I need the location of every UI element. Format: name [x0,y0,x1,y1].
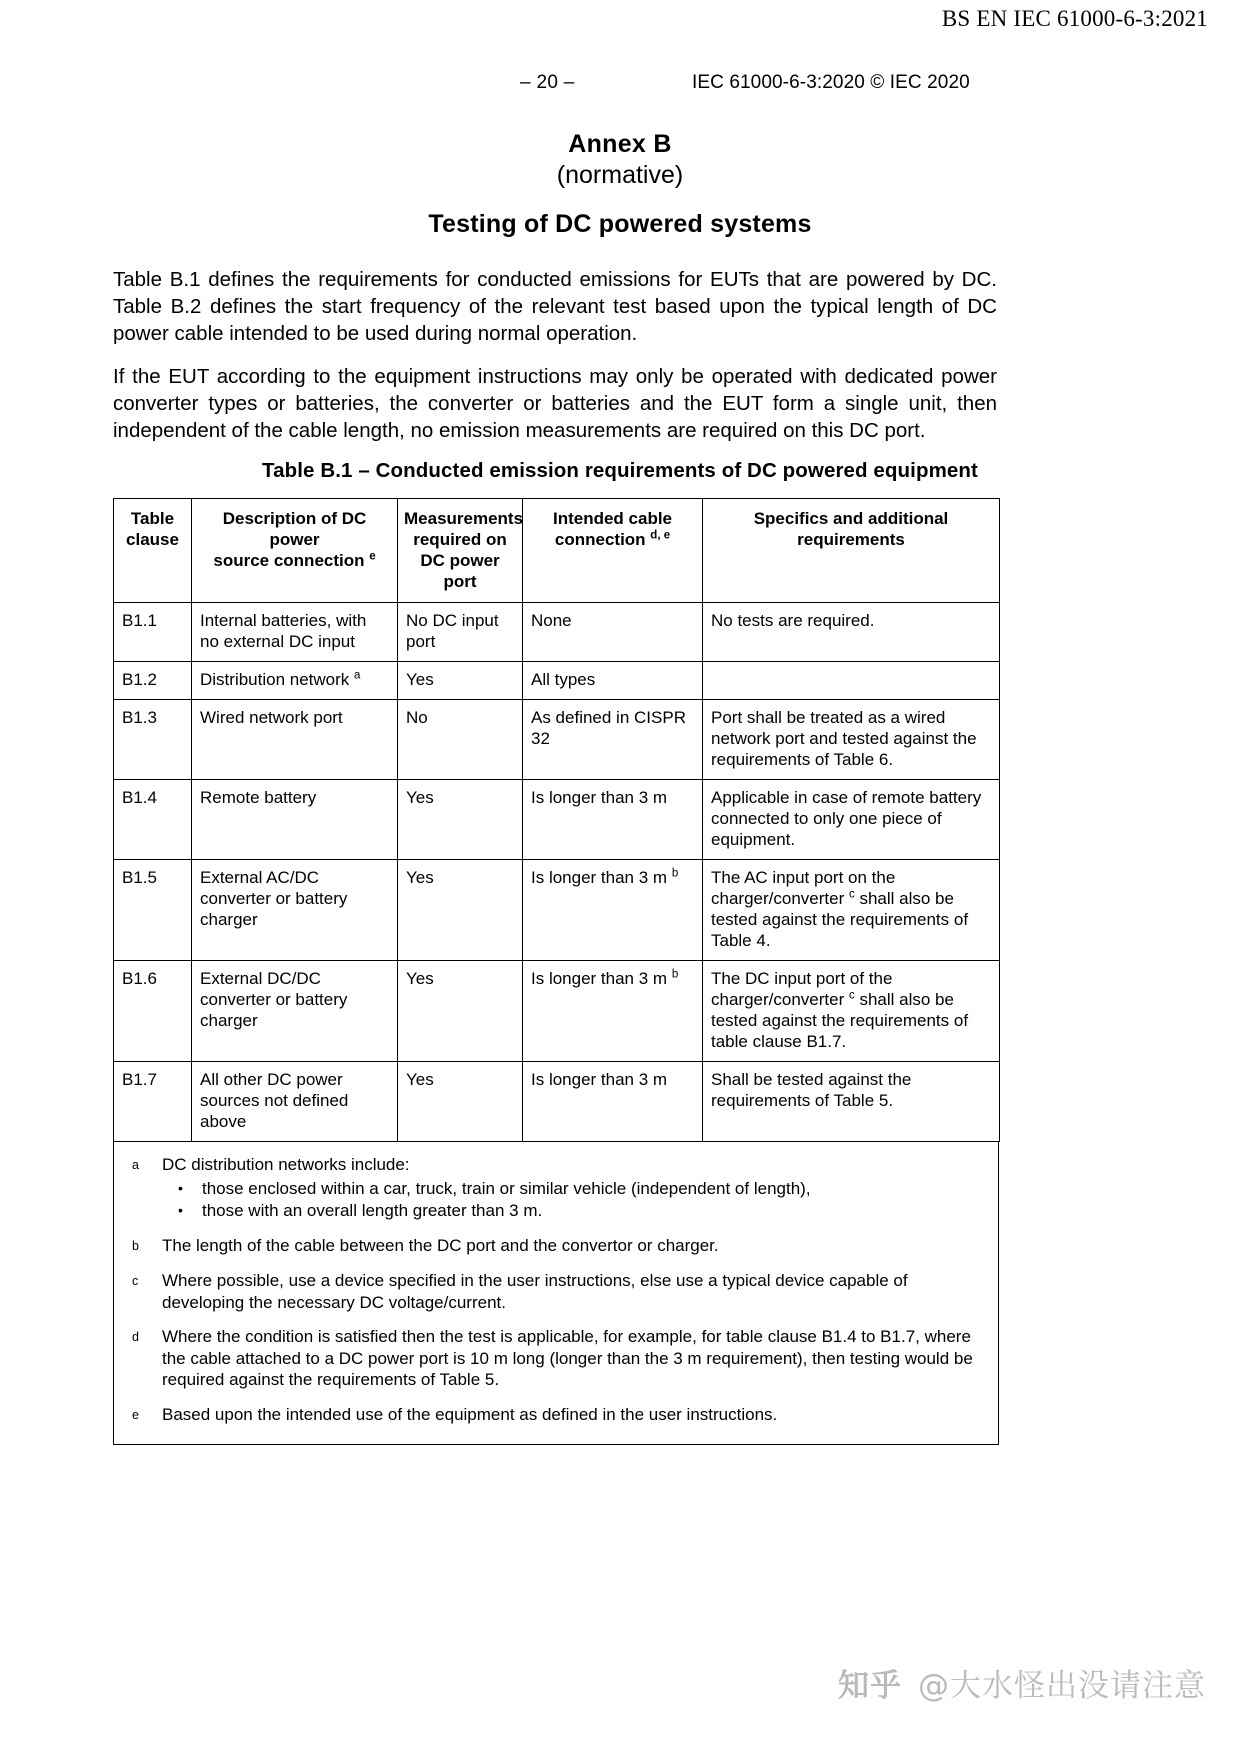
table-footnotes [113,1142,999,1445]
footnote-body [162,1154,984,1222]
zhihu-logo: 知乎 [838,1668,902,1704]
footnote-e [128,1404,984,1427]
cell-specifics [703,860,1000,961]
copyright-notice: IEC 61000-6-3:2020 © IEC 2020 [692,72,970,93]
cell-cable [523,1062,703,1142]
cell-description [192,662,398,700]
annex-subtitle: (normative) [556,161,684,189]
header-line-1: Specifics and additional [753,509,949,528]
cell-measurements: No DC input port [398,603,523,662]
cell-text: All types [531,670,596,689]
cell-specifics: Applicable in case of remote battery connected to only one piece of equipment. [703,780,1000,860]
cell-description [192,1062,398,1142]
footnote-text: The length of the cable between the DC port and the convertor or charger. [162,1235,719,1255]
header-line-2: requirements [797,530,905,549]
standard-reference-header: BS EN IEC 61000-6-3:2021 [941,6,1208,31]
footnote-mark: d [132,1330,139,1344]
annex-heading: Testing of DC powered systems [428,210,812,238]
header-description [192,499,398,603]
cell-measurements: Yes [398,780,523,860]
cell-text: Is longer than 3 m [531,788,668,807]
cell-cable [523,961,703,1062]
cell-description [192,700,398,780]
footnote-mark: a [132,1158,139,1172]
cell-text: Is longer than 3 m [531,868,668,887]
cell-cable [523,780,703,860]
footnote-text: DC distribution networks include: [162,1155,410,1174]
cell-specifics [703,662,1000,700]
table-caption: Table B.1 – Conducted emission requirements of DC powered equipment [262,459,978,482]
table-row [114,860,1000,961]
cell-text: External AC/DC converter or battery charger [200,868,348,929]
cell-cable [523,700,703,780]
header-specifics [703,499,1000,603]
cell-description [192,780,398,860]
cell-text: As defined in CISPR 32 [531,708,686,748]
cell-text: Is longer than 3 m [531,1070,668,1089]
footnote-c [128,1270,984,1313]
table-b1 [113,498,1000,1142]
cell-description [192,961,398,1062]
cell-text: Internal batteries, with no external DC input [200,611,367,651]
footnote-mark: b [132,1238,139,1253]
footnote-mark: a [354,669,361,682]
cell-measurements: Yes [398,961,523,1062]
header-line-1: Intended cable [552,509,673,528]
watermark-handle: @大水怪出没请注意 [918,1668,1206,1704]
cell-clause: B1.4 [114,780,192,860]
footnote-mark: e [132,1407,139,1422]
cell-measurements: Yes [398,662,523,700]
cell-measurements: Yes [398,1062,523,1142]
table-row [114,780,1000,860]
cell-description [192,603,398,662]
footnote-d [128,1326,984,1391]
table-row [114,662,1000,700]
cell-measurements: No [398,700,523,780]
cell-description [192,860,398,961]
header-line-2: clause [126,530,179,549]
footnote-text: Where possible, use a device specified in the user instructions, else use a typical device capable of developing the necessary DC voltage/current. [162,1271,908,1312]
cell-text: Wired network port [200,708,343,727]
cell-text: Distribution network [200,670,350,689]
footnote-text: Based upon the intended use of the equipment as defined in the user instructions. [162,1404,778,1424]
cell-cable [523,603,703,662]
table-row [114,603,1000,662]
cell-specifics: No tests are required. [703,603,1000,662]
cell-cable [523,662,703,700]
watermark [0,1660,1240,1705]
cell-text: The DC input port of the charger/converter [711,969,893,1009]
cell-text: Is longer than 3 m [531,969,668,988]
footnote-b [128,1235,984,1258]
cell-clause: B1.5 [114,860,192,961]
page-number: – 20 – [520,72,575,93]
cell-specifics: Port shall be treated as a wired network port and tested against the requirements of Table 6. [703,700,1000,780]
intro-paragraph-1: Table B.1 defines the requirements for conducted emissions for EUTs that are powered by DC. Table B.2 defines the start frequency of the relevant test based upon the typical length of DC power cable intended to be used during normal operation. [113,268,997,345]
header-footnote-mark: e [369,550,376,563]
table-header-row [114,499,1000,603]
header-intended-cable [523,499,703,603]
header-line-1: Table [130,509,175,528]
cell-text: Remote battery [200,788,317,807]
header-table-clause [114,499,192,603]
cell-cable [523,860,703,961]
cell-clause: B1.6 [114,961,192,1062]
table-row [114,700,1000,780]
intro-paragraph-2: If the EUT according to the equipment instructions may only be operated with dedicated power converter types or batteries, the converter or batteries and the EUT form a single unit, then independent of the cable length, no emission measurements are required on this DC port. [113,365,997,442]
header-line-1: Measurements [404,509,524,528]
cell-specifics: Shall be tested against the requirements of Table 5. [703,1062,1000,1142]
footnote-bullet: • those enclosed within a car, truck, train or similar vehicle (independent of length), [162,1178,984,1200]
table-body [114,603,1000,1142]
table-row [114,1062,1000,1142]
header-line-2: connection [554,530,646,549]
cell-clause: B1.7 [114,1062,192,1142]
cell-text-cont: shall also be tested against the requirements of Table 4. [711,889,969,950]
cell-text: None [531,611,572,630]
footnote-mark: c [848,888,855,901]
table-b1-wrapper [113,498,999,1445]
header-line-2: source connection [213,551,365,570]
cell-specifics [703,961,1000,1062]
header-measurements [398,499,523,603]
cell-clause: B1.2 [114,662,192,700]
footnote-mark: c [132,1274,139,1288]
cell-text: All other DC power sources not defined above [200,1070,349,1131]
footnote-mark: c [848,989,855,1002]
footnote-mark: b [671,867,679,880]
footnote-a [128,1154,984,1222]
cell-measurements: Yes [398,860,523,961]
cell-text: External DC/DC converter or battery charger [200,969,348,1030]
header-line-2: required on [413,530,507,549]
page-header-line [0,72,1240,98]
annex-title: Annex B [568,130,672,158]
cell-clause: B1.3 [114,700,192,780]
footnote-bullet: • those with an overall length greater than 3 m. [162,1200,984,1222]
header-line-1: Description of DC power [222,509,367,549]
footnote-mark: b [671,968,679,981]
footnote-bullet-list [162,1178,984,1222]
header-line-3: DC power port [420,551,500,591]
table-row [114,961,1000,1062]
cell-text: The AC input port on the charger/converter [711,868,896,908]
header-footnote-mark: d, e [650,529,671,542]
cell-text-cont: shall also be tested against the requirements of table clause B1.7. [711,990,969,1051]
footnote-text: Where the condition is satisfied then the test is applicable, for example, for table clause B1.4 to B1.7, where the cable attached to a DC power port is 10 m long (longer than the 3 m requirement), then testing would be required against the requirements of Table 5. [162,1327,973,1389]
cell-clause: B1.1 [114,603,192,662]
